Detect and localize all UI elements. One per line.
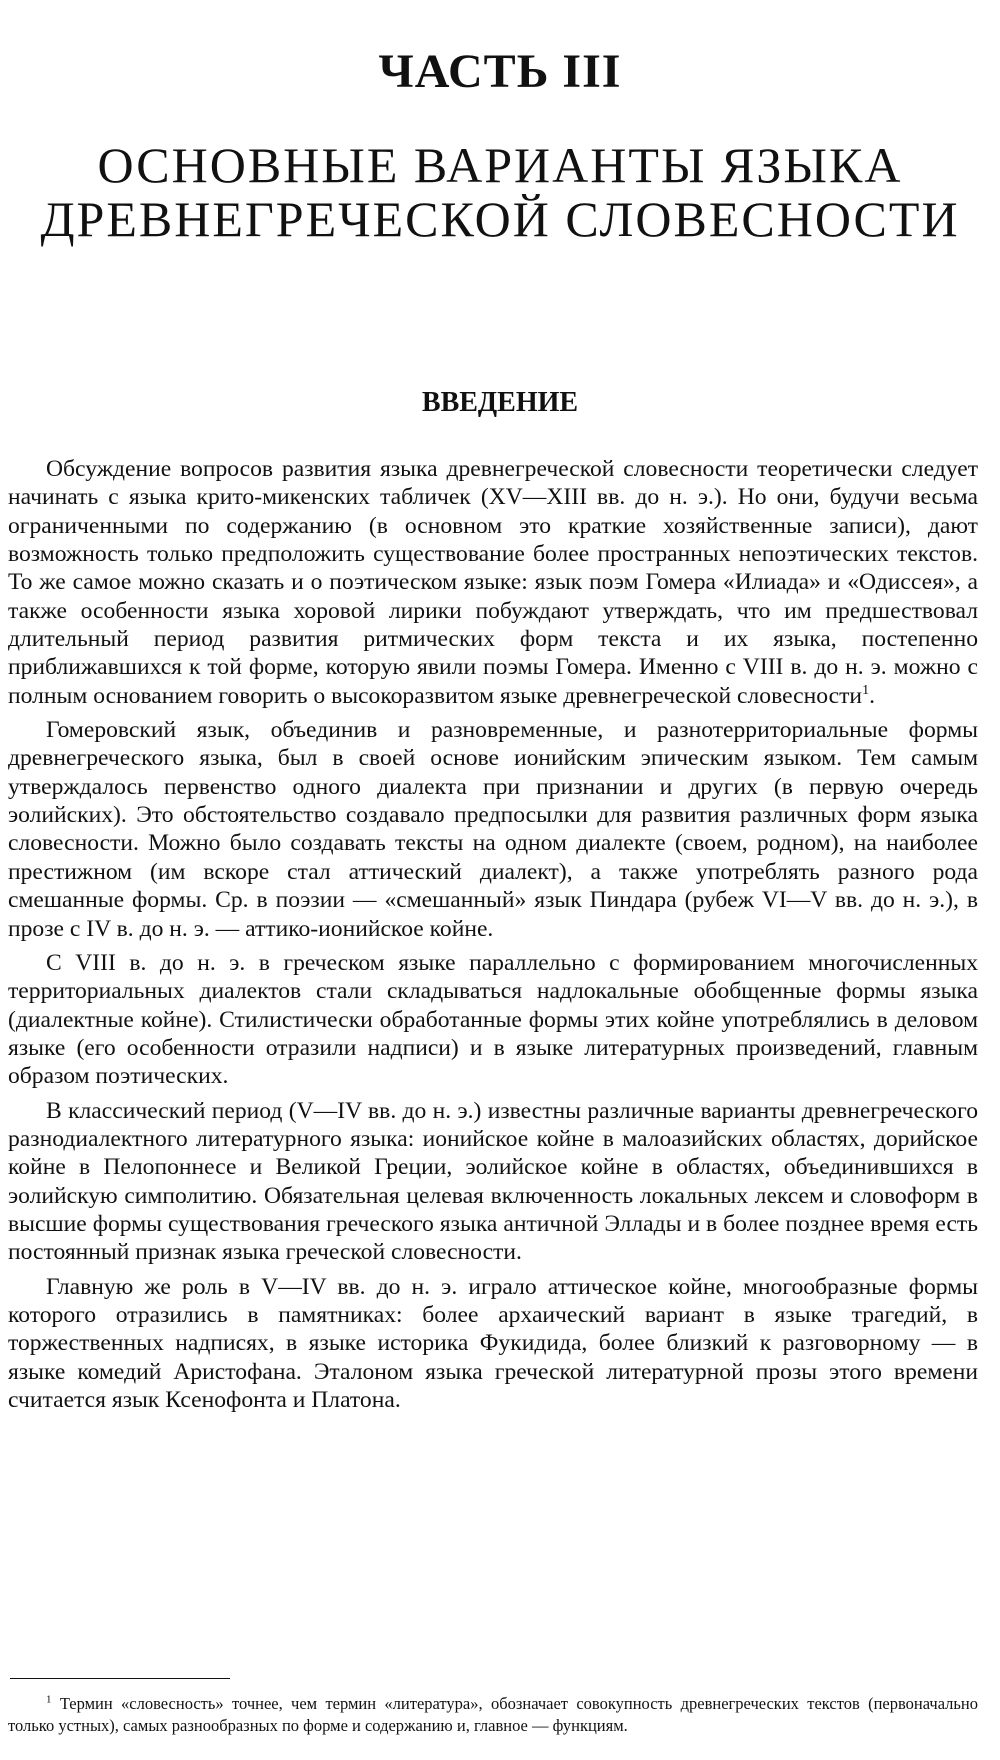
footnote	[8, 1693, 978, 1737]
footnote-text: Термин «словесность» точнее, чем термин «литература», обозначает совокупность древнегреческих текстов (первоначально только устных), самых разнообразных по форме и содержанию и, главное — функциям.	[8, 1694, 978, 1735]
main-title-line-1: ОСНОВНЫЕ ВАРИАНТЫ ЯЗЫКА	[97, 137, 903, 193]
paragraph-1	[8, 455, 978, 710]
body-text	[8, 455, 978, 1420]
part-title: ЧАСТЬ III	[378, 45, 622, 98]
paragraph-1-text: Обсуждение вопросов развития языка древнегреческой словесности теоретически следует начинать с языка крито-микенских табличек (XV—XIII вв. до н. э.). Но они, будучи весьма ограниченными по содержанию (в основном это краткие хозяйственные записи), дают возможность только предположить существование более пространных непоэтических текстов. То же самое можно сказать и о поэтическом языке: язык поэм Гомера «Илиада» и «Одиссея», а также особенности языка хоровой лирики побуждают утверждать, что им предшествовал длительный период развития ритмических форм текста и их языка, постепенно приближавшихся к той форме, которую явили поэмы Гомера. Именно с VIII в. до н. э. можно с полным основанием говорить о высокоразвитом языке древнегреческой словесности	[8, 456, 978, 709]
main-title	[0, 138, 1000, 246]
section-title: ВВЕДЕНИЕ	[421, 387, 579, 418]
paragraph-2: Гомеровский язык, объединив и разновременные, и разнотерриториальные формы древнегреческого языка, был в своей основе ионийским эпическим языком. Тем самым утверждалось первенство одного диалекта при признании и других (в первую очередь эолийских). Это обстоятельство создавало предпосылки для развития различных форм языка словесности. Можно было создавать тексты на одном диалекте (своем, родном), на наиболее престижном (им вскоре стал аттический диалект), а также употреблять разного рода смешанные формы. Ср. в поэзии — «смешанный» язык Пиндара (рубеж VI—V вв. до н. э.), в прозе с IV в. до н. э. — аттико-ионийское койне.	[8, 717, 978, 942]
paragraph-5: Главную же роль в V—IV вв. до н. э. играло аттическое койне, многообразные формы которого отразились в памятниках: более архаический вариант в языке трагедий, в торжественных надписях, в языке историка Фукидида, более близкий к разговорному — в языке комедий Аристофана. Эталоном языка греческой литературной прозы этого времени считается язык Ксенофонта и Платона.	[8, 1273, 978, 1413]
footnote-reference: 1	[862, 682, 870, 698]
paragraph-3: С VIII в. до н. э. в греческом языке параллельно с формированием многочисленных территориальных диалектов стали складываться надлокальные обобщенные формы языка (диалектные койне). Стилистически обработанные формы этих койне употреблялись в деловом языке (его особенности отразили надписи) и в языке литературных произведений, главным образом поэтических.	[8, 949, 978, 1090]
main-title-line-2: ДРЕВНЕГРЕЧЕСКОЙ СЛОВЕСНОСТИ	[40, 191, 960, 247]
footnote-divider	[10, 1678, 230, 1679]
footnote-marker: 1	[46, 1693, 52, 1706]
paragraph-4: В классический период (V—IV вв. до н. э.) известны различные варианты древнегреческого разнодиалектного литературного языка: ионийское койне в малоазийских областях, дорийское койне в Пелопоннесе и Великой Греции, эолийское койне в областях, объединившихся в эолийскую симполитию. Обязательная целевая включенность локальных лексем и словоформ в высшие формы существования греческого языка античной Эллады и в более позднее время есть постоянный признак языка греческой словесности.	[8, 1097, 978, 1266]
paragraph-1-end: .	[869, 682, 875, 709]
